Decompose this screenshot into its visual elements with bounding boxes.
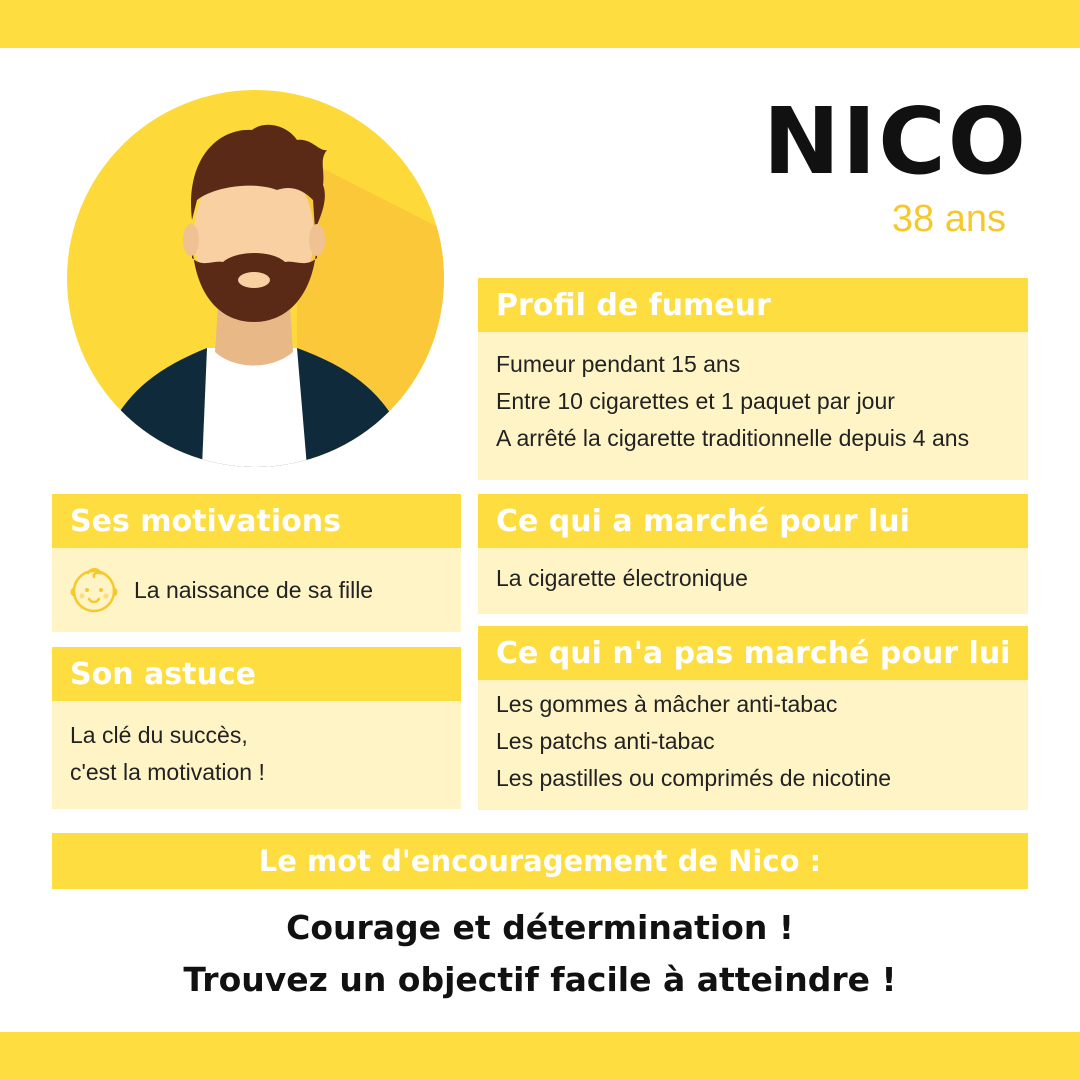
motivations-section: [52, 494, 461, 632]
profil-section: [478, 278, 1028, 480]
not-worked-line: Les pastilles ou comprimés de nicotine: [496, 765, 892, 791]
profil-line: Fumeur pendant 15 ans: [496, 351, 741, 377]
worked-section: [478, 494, 1028, 614]
encouragement-line: Trouvez un objectif facile à atteindre !: [183, 960, 897, 999]
avatar: [67, 90, 444, 467]
not-worked-section: [478, 626, 1028, 810]
not-worked-body: [478, 680, 1028, 797]
person-age: 38 ans: [891, 198, 1006, 240]
profil-title: Profil de fumeur: [478, 278, 1028, 332]
profil-body: [478, 332, 1028, 457]
baby-face-icon: [68, 564, 120, 616]
astuce-line: c'est la motivation !: [70, 759, 265, 785]
motivations-title: Ses motivations: [52, 494, 461, 548]
worked-body: [478, 548, 1028, 597]
not-worked-line: Les patchs anti-tabac: [496, 728, 715, 754]
profil-line: Entre 10 cigarettes et 1 paquet par jour: [496, 388, 895, 414]
astuce-line: La clé du succès,: [70, 722, 248, 748]
astuce-body: [52, 701, 461, 791]
encouragement-message: [0, 902, 1080, 1006]
motivations-body: [52, 548, 461, 632]
encouragement-line: Courage et détermination !: [286, 908, 794, 947]
person-name: NICO: [763, 88, 1028, 195]
motivations-text: La naissance de sa fille: [134, 576, 374, 603]
astuce-title: Son astuce: [52, 647, 461, 701]
worked-line: La cigarette électronique: [496, 565, 748, 591]
not-worked-title: Ce qui n'a pas marché pour lui: [478, 626, 1028, 680]
astuce-section: [52, 647, 461, 809]
profil-line: A arrêté la cigarette traditionnelle depuis 4 ans: [496, 425, 970, 451]
top-yellow-band: [0, 0, 1080, 48]
encouragement-title: Le mot d'encouragement de Nico :: [52, 833, 1028, 889]
bottom-yellow-band: [0, 1032, 1080, 1080]
not-worked-line: Les gommes à mâcher anti-tabac: [496, 691, 838, 717]
worked-title: Ce qui a marché pour lui: [478, 494, 1028, 548]
